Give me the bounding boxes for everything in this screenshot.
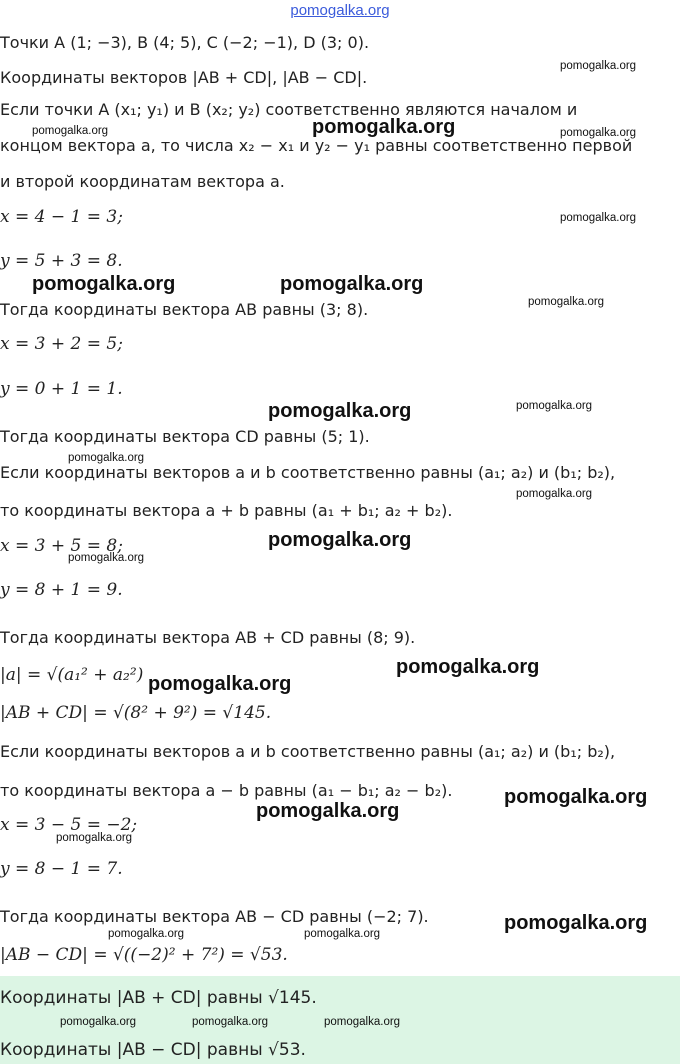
- text-line: и второй координатам вектора a.: [0, 172, 285, 191]
- equation: y = 8 − 1 = 7.: [0, 859, 123, 879]
- equation: x = 3 + 5 = 8;: [0, 536, 123, 556]
- watermark: pomogalka.org: [504, 786, 648, 808]
- text-line: Если координаты векторов a и b соответственно равны (a₁; a₂) и (b₁; b₂),: [0, 742, 616, 761]
- equation: x = 3 + 2 = 5;: [0, 334, 123, 354]
- text-line: Точки A (1; −3), B (4; 5), C (−2; −1), D (3; 0).: [0, 33, 370, 52]
- watermark: pomogalka.org: [528, 296, 605, 308]
- watermark: pomogalka.org: [560, 60, 637, 72]
- equation: y = 0 + 1 = 1.: [0, 379, 123, 399]
- equation: y = 8 + 1 = 9.: [0, 580, 123, 600]
- watermark: pomogalka.org: [32, 273, 176, 295]
- equation: |AB − CD| = √((−2)² + 7²) = √53.: [0, 945, 288, 965]
- equation: |AB + CD| = √(8² + 9²) = √145.: [0, 703, 272, 723]
- site-brand-link[interactable]: pomogalka.org: [290, 2, 390, 19]
- watermark: pomogalka.org: [304, 928, 381, 940]
- text-line: Тогда координаты вектора AB + CD равны (8; 9).: [0, 628, 416, 647]
- watermark: pomogalka.org: [504, 912, 648, 934]
- equation: x = 4 − 1 = 3;: [0, 207, 123, 227]
- text-line: Если координаты векторов a и b соответственно равны (a₁; a₂) и (b₁; b₂),: [0, 463, 616, 482]
- text-line: Координаты векторов |AB + CD|, |AB − CD|.: [0, 68, 368, 87]
- text-line: Тогда координаты вектора CD равны (5; 1).: [0, 427, 370, 446]
- equation: |a| = √(a₁² + a₂²): [0, 665, 144, 685]
- answer-line-2: Координаты |AB − CD| равны √53.: [0, 1040, 306, 1060]
- watermark: pomogalka.org: [516, 488, 593, 500]
- watermark: pomogalka.org: [56, 832, 133, 844]
- watermark: pomogalka.org: [560, 127, 637, 139]
- watermark: pomogalka.org: [324, 1016, 401, 1028]
- text-line: то координаты вектора a + b равны (a₁ + b₁; a₂ + b₂).: [0, 501, 453, 520]
- text-line: Тогда координаты вектора AB − CD равны (−2; 7).: [0, 907, 429, 926]
- watermark: pomogalka.org: [68, 452, 145, 464]
- watermark: pomogalka.org: [32, 125, 109, 137]
- watermark: pomogalka.org: [280, 273, 424, 295]
- answer-line-1: Координаты |AB + CD| равны √145.: [0, 988, 317, 1008]
- watermark: pomogalka.org: [192, 1016, 269, 1028]
- watermark: pomogalka.org: [108, 928, 185, 940]
- text-line: Если точки A (x₁; y₁) и B (x₂; y₂) соответственно являются началом и: [0, 100, 578, 119]
- watermark: pomogalka.org: [516, 400, 593, 412]
- text-line: концом вектора a, то числа x₂ − x₁ и y₂ − y₁ равны соответственно первой: [0, 136, 633, 155]
- equation: x = 3 − 5 = −2;: [0, 815, 138, 835]
- text-line: Тогда координаты вектора AB равны (3; 8).: [0, 300, 369, 319]
- equation: y = 5 + 3 = 8.: [0, 251, 123, 271]
- watermark: pomogalka.org: [268, 529, 412, 551]
- watermark: pomogalka.org: [312, 116, 456, 138]
- text-line: то координаты вектора a − b равны (a₁ − b₁; a₂ − b₂).: [0, 781, 453, 800]
- watermark: pomogalka.org: [256, 800, 400, 822]
- watermark: pomogalka.org: [68, 552, 145, 564]
- watermark: pomogalka.org: [148, 673, 292, 695]
- watermark: pomogalka.org: [268, 400, 412, 422]
- watermark: pomogalka.org: [560, 212, 637, 224]
- watermark: pomogalka.org: [396, 656, 540, 678]
- watermark: pomogalka.org: [60, 1016, 137, 1028]
